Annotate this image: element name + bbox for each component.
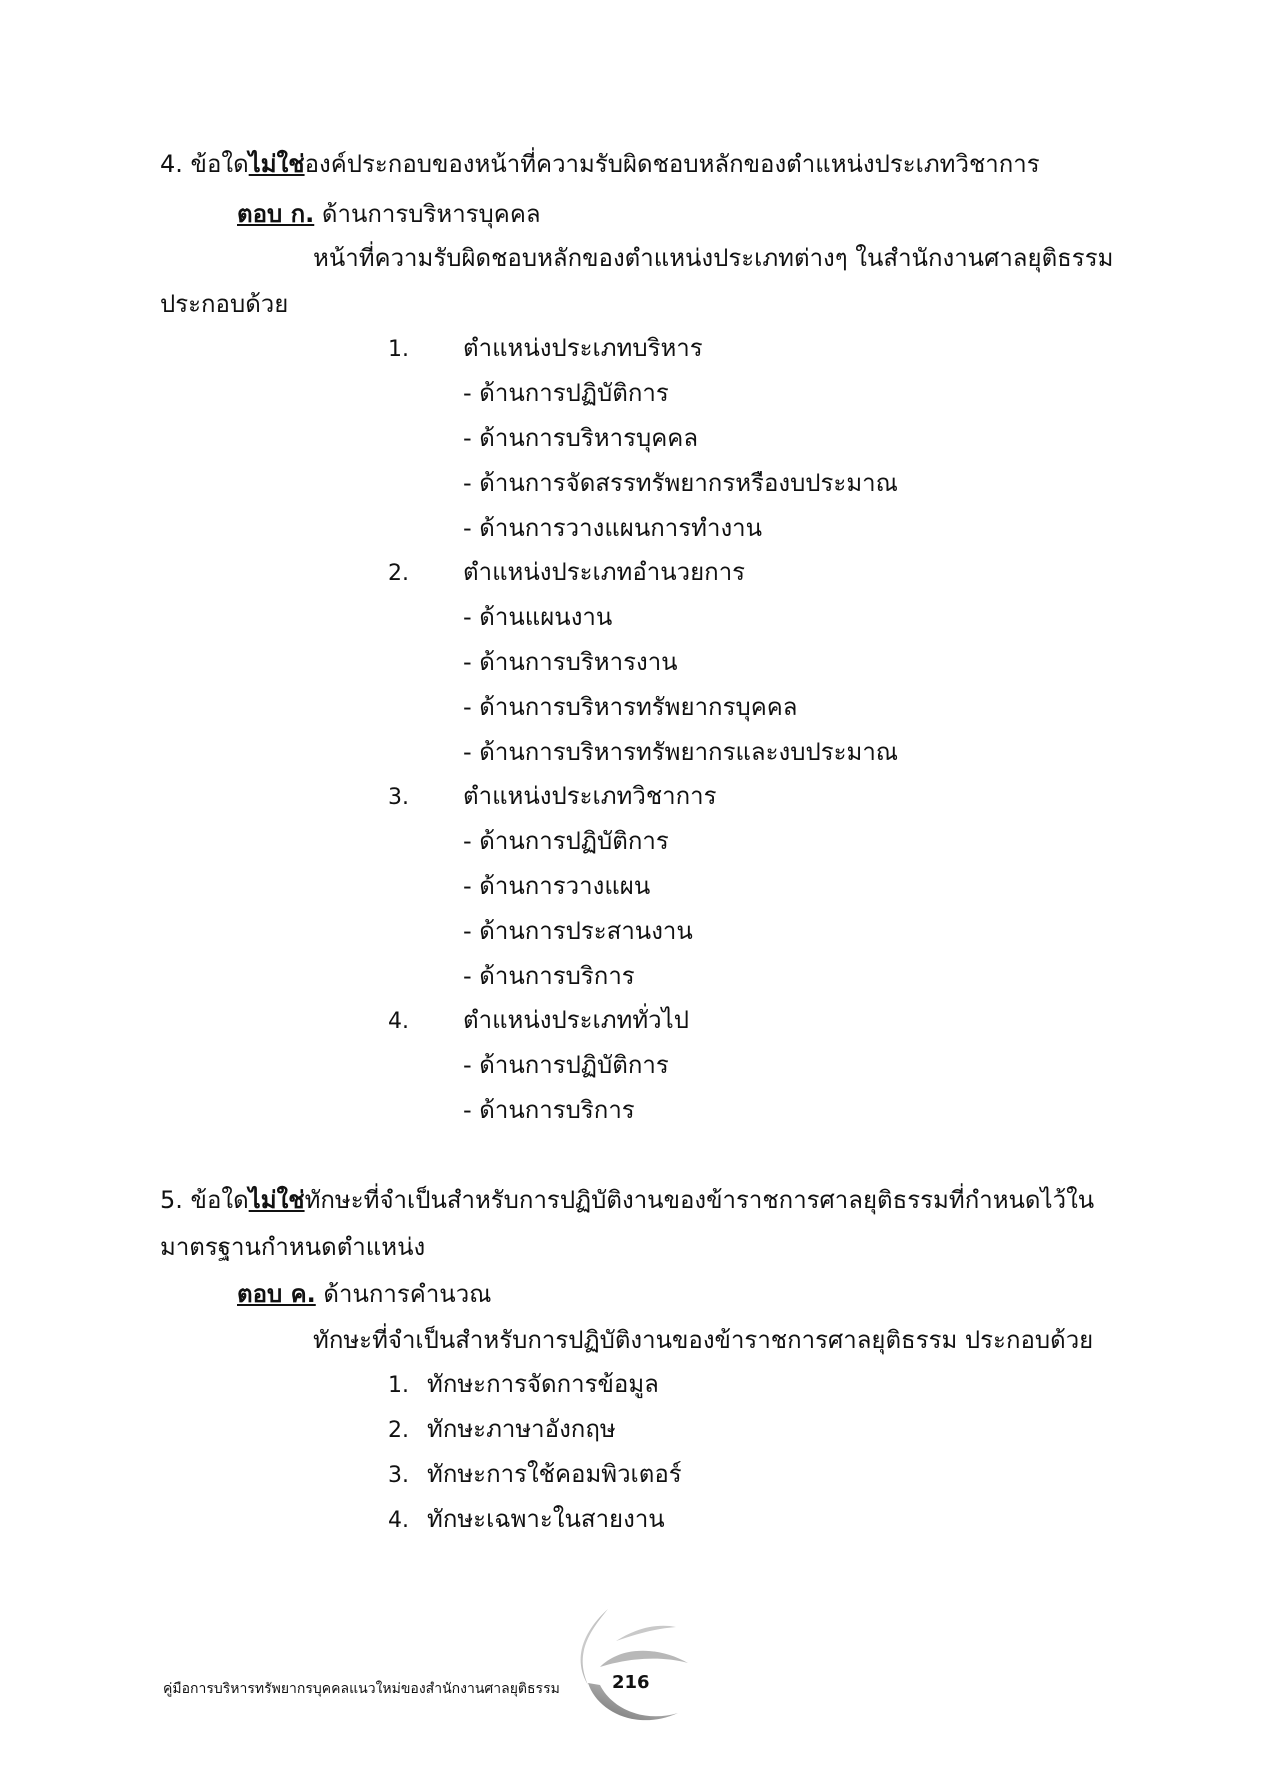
page-number: 216 [612,1672,650,1693]
skill-number: 4. [388,1508,409,1533]
group-4-number: 4. [388,1009,409,1034]
q4-prefix: ข้อใด [190,150,249,178]
q5-question-text: ทักษะที่จำเป็นสำหรับการปฏิบัติงานของข้าราชการศาลยุติธรรมที่กำหนดไว้ใน [304,1186,1095,1214]
q4-number: 4. [160,150,183,178]
skill-number: 1. [388,1373,409,1398]
group-3-title: ตำแหน่งประเภทวิชาการ [463,782,717,810]
q5-prefix: ข้อใด [190,1186,249,1214]
group-3-item: - ด้านการบริการ [463,962,635,990]
group-3-item: - ด้านการปฏิบัติการ [463,827,669,855]
skill-number: 2. [388,1418,409,1443]
skill-item: ทักษะภาษาอังกฤษ [427,1415,616,1443]
q4-answer-label: ตอบ ก. [237,200,315,228]
group-2-item: - ด้านการบริหารทรัพยากรบุคคล [463,693,798,721]
group-1-title: ตำแหน่งประเภทบริหาร [463,334,703,362]
footer-logo-icon [560,1605,710,1735]
skill-number: 3. [388,1463,409,1488]
group-4-title: ตำแหน่งประเภททั่วไป [463,1006,689,1034]
group-1-item: - ด้านการจัดสรรทรัพยากรหรืองบประมาณ [463,469,898,497]
q5-answer [237,1279,491,1309]
q5-emphasis: ไม่ใช่ [248,1186,305,1214]
q4-question [160,149,1040,179]
group-4-item: - ด้านการปฏิบัติการ [463,1051,669,1079]
group-2-item: - ด้านการบริหารงาน [463,648,678,676]
skill-item: ทักษะเฉพาะในสายงาน [427,1505,665,1533]
group-2-item: - ด้านการบริหารทรัพยากรและงบประมาณ [463,738,899,766]
q5-question-line2: มาตรฐานกำหนดตำแหน่ง [160,1233,426,1261]
skill-item: ทักษะการจัดการข้อมูล [427,1370,659,1398]
group-1-item: - ด้านการปฏิบัติการ [463,379,669,407]
q5-explanation-line1: ทักษะที่จำเป็นสำหรับการปฏิบัติงานของข้าราชการศาลยุติธรรม ประกอบด้วย [313,1326,1094,1354]
group-2-number: 2. [388,561,409,586]
group-3-number: 3. [388,785,409,810]
group-1-item: - ด้านการวางแผนการทำงาน [463,514,763,542]
q4-answer [237,199,541,229]
group-2-item: - ด้านแผนงาน [463,603,613,631]
q5-question [160,1185,1094,1215]
q4-question-text: องค์ประกอบของหน้าที่ความรับผิดชอบหลักของตำแหน่งประเภทวิชาการ [304,150,1040,178]
q5-answer-text: ด้านการคำนวณ [315,1280,492,1308]
q4-explanation-line2: ประกอบด้วย [160,290,289,318]
group-4-item: - ด้านการบริการ [463,1096,635,1124]
q4-answer-text: ด้านการบริหารบุคคล [314,200,541,228]
q5-number: 5. [160,1186,183,1214]
q4-emphasis: ไม่ใช่ [248,150,305,178]
q5-answer-label: ตอบ ค. [237,1280,316,1308]
footer-title: คู่มือการบริหารทรัพยากรบุคคลแนวใหม่ของสำนักงานศาลยุติธรรม [163,1681,560,1697]
group-1-item: - ด้านการบริหารบุคคล [463,424,699,452]
skill-item: ทักษะการใช้คอมพิวเตอร์ [427,1460,682,1488]
q4-explanation-line1: หน้าที่ความรับผิดชอบหลักของตำแหน่งประเภทต่างๆ ในสำนักงานศาลยุติธรรม [313,244,1114,272]
group-1-number: 1. [388,337,409,362]
group-3-item: - ด้านการวางแผน [463,872,651,900]
group-2-title: ตำแหน่งประเภทอำนวยการ [463,558,746,586]
group-3-item: - ด้านการประสานงาน [463,917,693,945]
